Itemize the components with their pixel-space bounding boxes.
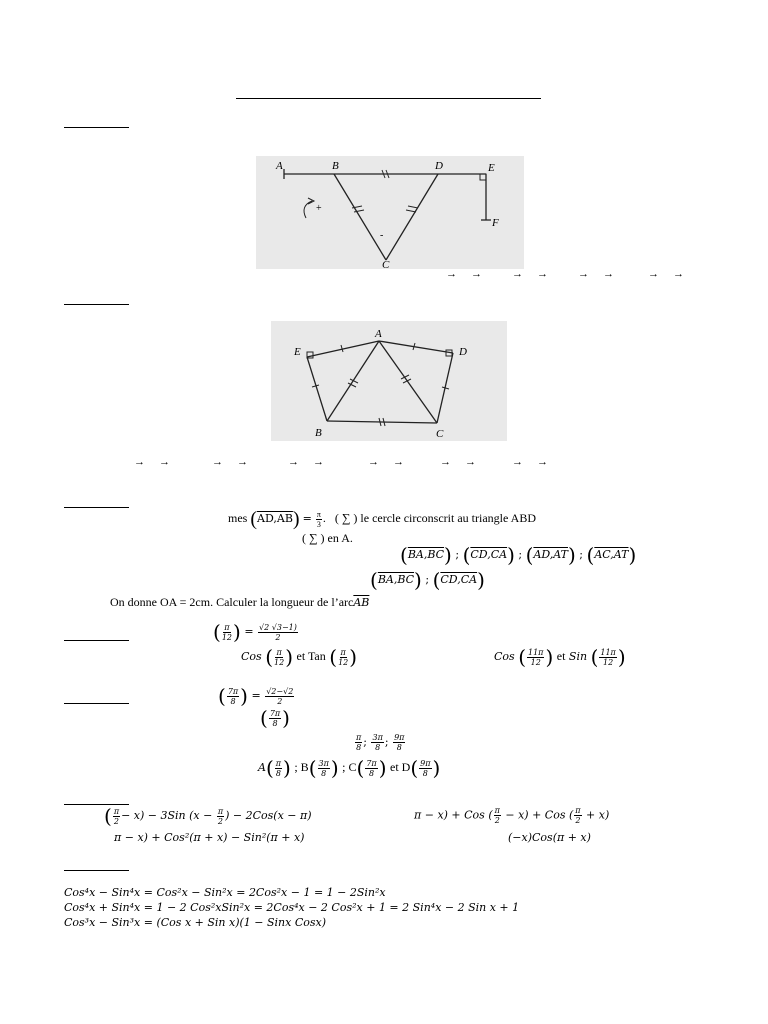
- numerator: 7π: [227, 686, 239, 696]
- ex4-et: et: [556, 649, 566, 663]
- ex4-pi-over-12-b: [274, 648, 284, 667]
- paren-open: (: [525, 543, 534, 567]
- ex4-pi-over-12-c: [338, 648, 348, 667]
- vector-arrow: →: [134, 456, 145, 468]
- ex5-point-c: ; C: [342, 760, 357, 774]
- paren-open: (: [586, 543, 595, 567]
- ex4-sin: Sin: [568, 650, 588, 663]
- paren-open: (: [250, 508, 258, 530]
- vector-arrow: →: [465, 456, 476, 468]
- denominator: 12: [603, 657, 614, 667]
- exercise-7-heading-rule: [64, 870, 129, 871]
- fig1-label-E: E: [488, 162, 495, 174]
- denominator: 2: [575, 816, 581, 825]
- denominator: 2: [217, 816, 224, 826]
- ex6-pi-over-2-d: [574, 806, 581, 825]
- separator: ;: [455, 548, 460, 561]
- separator: ;: [425, 573, 430, 586]
- ex5-7pi-over-8: [227, 687, 239, 706]
- ex6-pi-over-2: [113, 807, 120, 826]
- ex5-list: [354, 733, 406, 752]
- ex4-cos-2: Cos: [494, 650, 515, 663]
- vector-arrow: →: [512, 268, 523, 280]
- fig1-label-C: C: [382, 259, 390, 269]
- ex6-line-1-right: [414, 806, 609, 825]
- ex3-cercle-text: le cercle circonscrit au triangle ABD: [360, 510, 536, 525]
- ex7-identity-1: Cos⁴x − Sin⁴x = Cos²x − Sin²x = 2Cos²x − 1 = 1 − 2Sin²x: [64, 886, 386, 899]
- numerator: 9π: [420, 758, 431, 768]
- ex4-line-2: [241, 647, 357, 667]
- separator: ;: [363, 735, 367, 749]
- separator: ;: [384, 735, 389, 749]
- ex6-expr-b: ) − 2Cos(x − π): [225, 809, 312, 822]
- numerator: π: [316, 509, 321, 519]
- fig1-label-D: D: [435, 160, 443, 172]
- paren-close: ): [285, 645, 293, 669]
- vector-arrow: →: [313, 456, 324, 468]
- figure-2-drawing: [271, 321, 507, 441]
- vector-arrow: →: [288, 456, 299, 468]
- ex3-mes: mes: [228, 510, 248, 525]
- ex5-point-d: et D: [390, 760, 411, 774]
- ex6-line-2-left: [114, 831, 304, 844]
- ex3-angle-ac-at: AC,AT: [594, 548, 629, 561]
- denominator: 2: [277, 696, 283, 706]
- numerator: 3π: [318, 758, 329, 768]
- vector-arrow: →: [393, 456, 404, 468]
- fig2-label-B: B: [315, 427, 322, 439]
- denominator: 12: [338, 657, 349, 667]
- numerator: π: [356, 733, 362, 742]
- paren-open: (: [329, 645, 338, 669]
- ex4-et-tan: et Tan: [296, 649, 326, 663]
- fig2-label-A: A: [375, 328, 382, 340]
- ex5-rhs: [265, 687, 294, 706]
- vector-arrow: →: [159, 456, 170, 468]
- ex5-9pi-over-8: [393, 733, 405, 752]
- numerator: π: [275, 758, 282, 768]
- fig1-label-B: B: [332, 160, 339, 172]
- ex5-7pi-over-8-b: [269, 709, 281, 728]
- ex3-angle-ba-bc-2: BA,BC: [377, 573, 415, 586]
- ex5-d-frac: [419, 759, 431, 778]
- paren-close: ): [414, 568, 422, 592]
- exercise-4-heading-rule: [64, 640, 129, 641]
- separator: ;: [579, 548, 584, 561]
- denominator: 8: [396, 743, 402, 752]
- ex4-11pi-over-12: [527, 648, 544, 667]
- vector-arrow: →: [440, 456, 451, 468]
- ex6-expr-d: π − x) + Cos (: [414, 808, 493, 822]
- paren-close: ): [507, 543, 515, 567]
- vector-arrow: →: [648, 268, 659, 280]
- paren-close: ): [240, 684, 248, 708]
- numerator: 7π: [269, 708, 281, 718]
- denominator: 8: [230, 696, 236, 706]
- paren-open: (: [265, 756, 274, 780]
- vector-arrow: →: [446, 268, 457, 280]
- paren-open: (: [518, 645, 526, 669]
- figure-1-drawing: [256, 156, 524, 269]
- denominator: 8: [375, 743, 381, 752]
- ex6-line-1-left: [104, 806, 312, 826]
- numerator: π: [113, 806, 120, 816]
- ex5-points: [258, 758, 440, 778]
- denominator: 12: [221, 632, 232, 642]
- paren-close: ): [444, 543, 452, 567]
- paren-close: ): [283, 756, 291, 780]
- ex4-pi-over-12: [222, 623, 232, 642]
- denominator: 8: [356, 743, 362, 752]
- ex5-eq: =: [251, 689, 261, 702]
- ex3-angle-ad-ab: AD,AB: [257, 511, 293, 525]
- ex6-expr-a: − x) − 3Sin (x −: [121, 809, 216, 822]
- denominator: 8: [321, 768, 327, 778]
- arrow-row-1: [446, 268, 684, 280]
- numerator: π: [217, 806, 224, 816]
- denominator: 12: [274, 657, 285, 667]
- vector-arrow: →: [368, 456, 379, 468]
- numerator: π: [276, 647, 282, 657]
- paren-open: (: [400, 543, 408, 567]
- denominator: 2: [494, 816, 500, 825]
- paren-open: (: [308, 756, 317, 780]
- ex3-angles-row-1: [400, 545, 636, 565]
- paren-open: (: [462, 543, 471, 567]
- numerator: π: [224, 622, 230, 632]
- ex3-arc-ab: $\overline{AB}$: [353, 596, 370, 609]
- ex3-sigma-2: ( ∑ ): [302, 531, 325, 545]
- paren-open: (: [410, 756, 419, 780]
- ex5-point-a: A: [258, 761, 266, 774]
- ex3-dot: .: [322, 510, 326, 525]
- paren-open: (: [104, 804, 112, 828]
- paren-open: (: [265, 645, 273, 669]
- separator: ;: [518, 548, 523, 561]
- vector-arrow: →: [212, 456, 223, 468]
- ex3-angle-cd-ca: CD,CA: [470, 548, 508, 561]
- numerator: π: [494, 806, 500, 815]
- denominator: 3: [316, 519, 321, 529]
- fig1-label-F: F: [492, 217, 499, 229]
- denominator: 8: [272, 718, 278, 728]
- ex3-pi-over-3: [316, 510, 322, 529]
- ex5-point-b: ; B: [294, 760, 309, 774]
- exercise-5-heading-rule: [64, 703, 129, 704]
- ex3-eq: =: [302, 511, 312, 525]
- fig2-label-D: D: [459, 346, 467, 358]
- ex5-b-frac: [318, 759, 330, 778]
- ex3-angle-ad-at: AD,AT: [533, 548, 568, 561]
- paren-close: ): [628, 543, 637, 567]
- ex6-expr-f: + x): [582, 808, 610, 822]
- denominator: 8: [422, 768, 428, 778]
- numerator: π: [340, 647, 346, 657]
- paren-close: ): [432, 756, 441, 780]
- ex5-line-1: [218, 686, 295, 706]
- ex3-line-2: [302, 531, 353, 546]
- exercise-6-heading-rule: [64, 804, 129, 805]
- ex6-expr-c: π − x) + Cos²(π + x) − Sin²(π + x): [114, 831, 305, 844]
- exercise-1-heading-rule: [64, 127, 129, 128]
- vector-arrow: →: [578, 268, 589, 280]
- vector-arrow: →: [471, 268, 482, 280]
- numerator: 7π: [366, 758, 377, 768]
- ex3-on-donne: [110, 595, 369, 610]
- arrow-row-2: [134, 456, 548, 468]
- ex6-expr-g: (−x)Cos(π + x): [508, 831, 591, 844]
- ex3-angle-ba-bc: BA,BC: [407, 548, 445, 561]
- title-underline: [236, 98, 541, 99]
- ex6-expr-e: − x) + Cos (: [501, 808, 574, 822]
- denominator: 2: [275, 632, 281, 642]
- ex4-cos: Cos: [241, 650, 262, 663]
- paren-open: (: [260, 706, 268, 730]
- fig1-label-A: A: [276, 160, 283, 172]
- fig1-label-dash: -: [380, 230, 384, 241]
- paren-close: ): [330, 756, 339, 780]
- numerator: 11π: [600, 647, 616, 657]
- fig2-label-C: C: [436, 428, 444, 440]
- paren-close: ): [378, 756, 387, 780]
- vector-arrow: →: [237, 456, 248, 468]
- vector-arrow: →: [603, 268, 614, 280]
- paren-close: ): [545, 645, 554, 669]
- denominator: 2: [113, 816, 119, 826]
- ex5-3pi-over-8: [371, 733, 383, 752]
- ex3-on-donne-text: On donne OA = 2cm. Calculer la longueur de l’arc: [110, 595, 354, 609]
- ex6-line-2-right: [508, 831, 591, 844]
- vector-arrow: →: [537, 268, 548, 280]
- denominator: 8: [368, 768, 375, 778]
- paren-close: ): [617, 645, 626, 669]
- numerator: 3π: [372, 733, 383, 742]
- numerator: √2−√2: [266, 686, 294, 696]
- vector-arrow: →: [537, 456, 548, 468]
- ex3-sigma-1: ( ∑ ): [334, 510, 358, 525]
- paren-open: (: [356, 756, 365, 780]
- paren-close: ): [292, 508, 300, 530]
- vector-arrow: →: [512, 456, 523, 468]
- ex4-line-1: [213, 622, 299, 642]
- ex3-line-1: [228, 509, 536, 529]
- vector-arrow: →: [673, 268, 684, 280]
- denominator: 8: [275, 768, 281, 778]
- numerator: 11π: [528, 647, 544, 657]
- ex6-pi-over-2-c: [494, 806, 501, 825]
- paren-open: (: [432, 568, 441, 592]
- ex5-c-frac: [365, 759, 377, 778]
- fig1-label-plus: +: [316, 203, 322, 214]
- ex3-en-a: en A.: [327, 531, 353, 545]
- ex4-11pi-over-12-b: [599, 648, 616, 667]
- ex7-identity-3: Cos³x − Sin³x = (Cos x + Sin x)(1 − Sinx Cosx): [64, 916, 327, 929]
- paren-close: ): [567, 543, 576, 567]
- ex5-a-frac: [275, 759, 282, 778]
- paren-open: (: [218, 684, 226, 708]
- ex5-pi-over-8: [355, 733, 362, 752]
- ex4-rhs: [258, 623, 298, 642]
- denominator: 12: [530, 657, 541, 667]
- ex6-pi-over-2-b: [217, 807, 224, 826]
- figure-2: [271, 321, 507, 441]
- paren-open: (: [590, 645, 599, 669]
- numerator: 9π: [394, 733, 405, 742]
- paren-close: ): [349, 645, 358, 669]
- paren-close: ): [233, 620, 241, 644]
- ex4-eq: =: [244, 625, 254, 638]
- ex3-angles-row-2: [370, 570, 485, 590]
- ex5-line-2: [260, 708, 290, 728]
- exercise-3-heading-rule: [64, 507, 129, 508]
- paren-close: ): [282, 706, 290, 730]
- paren-open: (: [213, 620, 221, 644]
- ex4-line-2-right: [494, 647, 626, 667]
- paren-close: ): [477, 568, 485, 592]
- ex7-identity-2: Cos⁴x + Sin⁴x = 1 − 2 Cos²xSin²x = 2Cos⁴x − 2 Cos²x + 1 = 2 Sin⁴x − 2 Sin x + 1: [64, 901, 520, 914]
- numerator: √2 √3−1): [259, 622, 297, 632]
- paren-open: (: [370, 568, 378, 592]
- numerator: π: [575, 806, 581, 815]
- exercise-2-heading-rule: [64, 304, 129, 305]
- fig2-label-E: E: [294, 346, 301, 358]
- ex3-angle-cd-ca-2: CD,CA: [440, 573, 478, 586]
- figure-1: [256, 156, 524, 269]
